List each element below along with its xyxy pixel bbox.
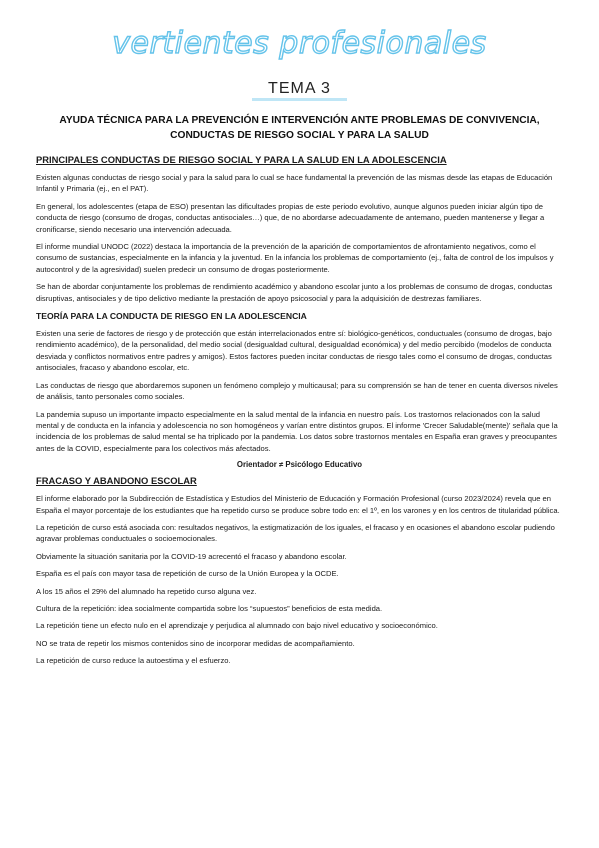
document-body	[36, 154, 563, 673]
paragraph: NO se trata de repetir los mismos contenidos sino de incorporar medidas de acompañamiento.	[36, 638, 355, 648]
paragraph: Existen algunas conductas de riesgo social y para la salud para lo cual se hace fundamental la prevención de las mismas desde las etapas de Educación Infantil y Primaria (ej., en el PAT).	[36, 173, 553, 194]
paragraph: En general, los adolescentes (etapa de ESO) presentan las dificultades propias de este periodo evolutivo, aunque algunos pueden iniciar algún tipo de conducta de riesgo (consumo de drogas, conductas antisociales…) que, de no abordarse adecuadamente de antemano, pueden mantenerse y llegar a cronificarse, siendo necesario una intervención adecuada.	[36, 201, 545, 234]
section-heading-theory: TEORÍA PARA LA CONDUCTA DE RIESGO EN LA ADOLESCENCIA	[36, 311, 307, 322]
paragraph: La repetición tiene un efecto nulo en el aprendizaje y perjudica al alumnado con bajo nivel educativo y socioeconómico.	[36, 621, 438, 631]
title-line-2: CONDUCTAS DE RIESGO SOCIAL Y PARA LA SALUD	[170, 130, 429, 141]
paragraph: Cultura de la repetición: idea socialmente compartida sobre los “supuestos” beneficios de esta medida.	[36, 603, 383, 613]
section-heading-school-failure: FRACASO Y ABANDONO ESCOLAR	[36, 475, 197, 487]
paragraph: Se han de abordar conjuntamente los problemas de rendimiento académico y abandono escolar junto a los problemas de consumo de drogas, conductas disruptivas, antisociales y de tipo delictivo mediante la prestación de apoyo psicosocial y para la adquisición de destrezas familiares.	[36, 282, 553, 303]
paragraph: Las conductas de riesgo que abordaremos suponen un fenómeno complejo y multicausal; para su comprensión se han de tener en cuenta diversos niveles de análisis, tanto personales como sociales.	[36, 380, 558, 402]
paragraph: La repetición de curso está asociada con: resultados negativos, la estigmatización de los iguales, el fracaso y en ocasiones el abandono escolar pudiendo agravar problemas conductuales o socioemocionales.	[36, 522, 555, 544]
brand-logo-text: vertientes profesionales	[112, 26, 487, 61]
paragraph: El informe mundial UNODC (2022) destaca la importancia de la prevención de la aparición de comportamientos de afrontamiento negativos, como el consumo de sustancias, especialmente en la infancia y la juventud. En la infancia los problemas de comportamiento (ej., falta de control de los impulsos y autocontrol y de la agresividad) suelen predecir un consumo de drogas posteriormente.	[36, 242, 554, 274]
paragraph: La pandemia supuso un importante impacto especialmente en la salud mental de la infancia en nuestro país. Los trastornos relacionados con la salud mental y de conducta en la infancia y adolescencia no son homogéneos y varían entre distintos grupos. El informe 'Crecer Saludable(mente)' señala que la incidencia de los problemas de salud mental se ha triplicado por la pandemia. Los datos sobre trastornos mentales en España eran graves y preocupantes antes de la COVID, especialmente para los colectivos más afectados.	[36, 409, 558, 453]
paragraph: España es el país con mayor tasa de repetición de curso de la Unión Europea y la OCDE.	[36, 569, 339, 579]
section-heading-risk-conducts: PRINCIPALES CONDUCTAS DE RIESGO SOCIAL Y PARA LA SALUD EN LA ADOLESCENCIA	[36, 154, 447, 165]
paragraph: A los 15 años el 29% del alumnado ha repetido curso alguna vez.	[36, 586, 257, 596]
title-line-1: AYUDA TÉCNICA PARA LA PREVENCIÓN E INTERVENCIÓN ANTE PROBLEMAS DE CONVIVENCIA,	[59, 115, 540, 126]
paragraph: Existen una serie de factores de riesgo y de protección que están interrelacionados entre sí: biológico-genéticos, conductuales (consumo de drogas, bajo rendimiento académico), de la personalidad, del medio social (desigualdad cultural, desigualdad económica) y del medio percibido (modelos de conducta desviada y conflictos normativos entre padres y amigos). Estos factores pueden incitar conductas de riesgo tales como el consumo de drogas, conductas antisociales, fracaso y abandono escolar, etc.	[36, 329, 552, 373]
paragraph: La repetición de curso reduce la autoestima y el esfuerzo.	[36, 656, 231, 666]
paragraph: El informe elaborado por la Subdirección de Estadística y Estudios del Ministerio de Educación y Formación Profesional (curso 2023/2024) revela que en España el mayor porcentaje de los estudiantes que ha repetido curso se produce sobre todo en: el 1º, en los varones y en los centros de titularidad pública.	[36, 494, 560, 515]
topic-number: TEMA 3	[252, 81, 347, 101]
paragraph: Obviamente la situación sanitaria por la COVID-19 acrecentó el fracaso y abandono escolar.	[36, 551, 347, 561]
note-orientador: Orientador ≠ Psicólogo Educativo	[236, 460, 363, 470]
document-title	[36, 113, 563, 143]
topic-label	[0, 80, 599, 101]
